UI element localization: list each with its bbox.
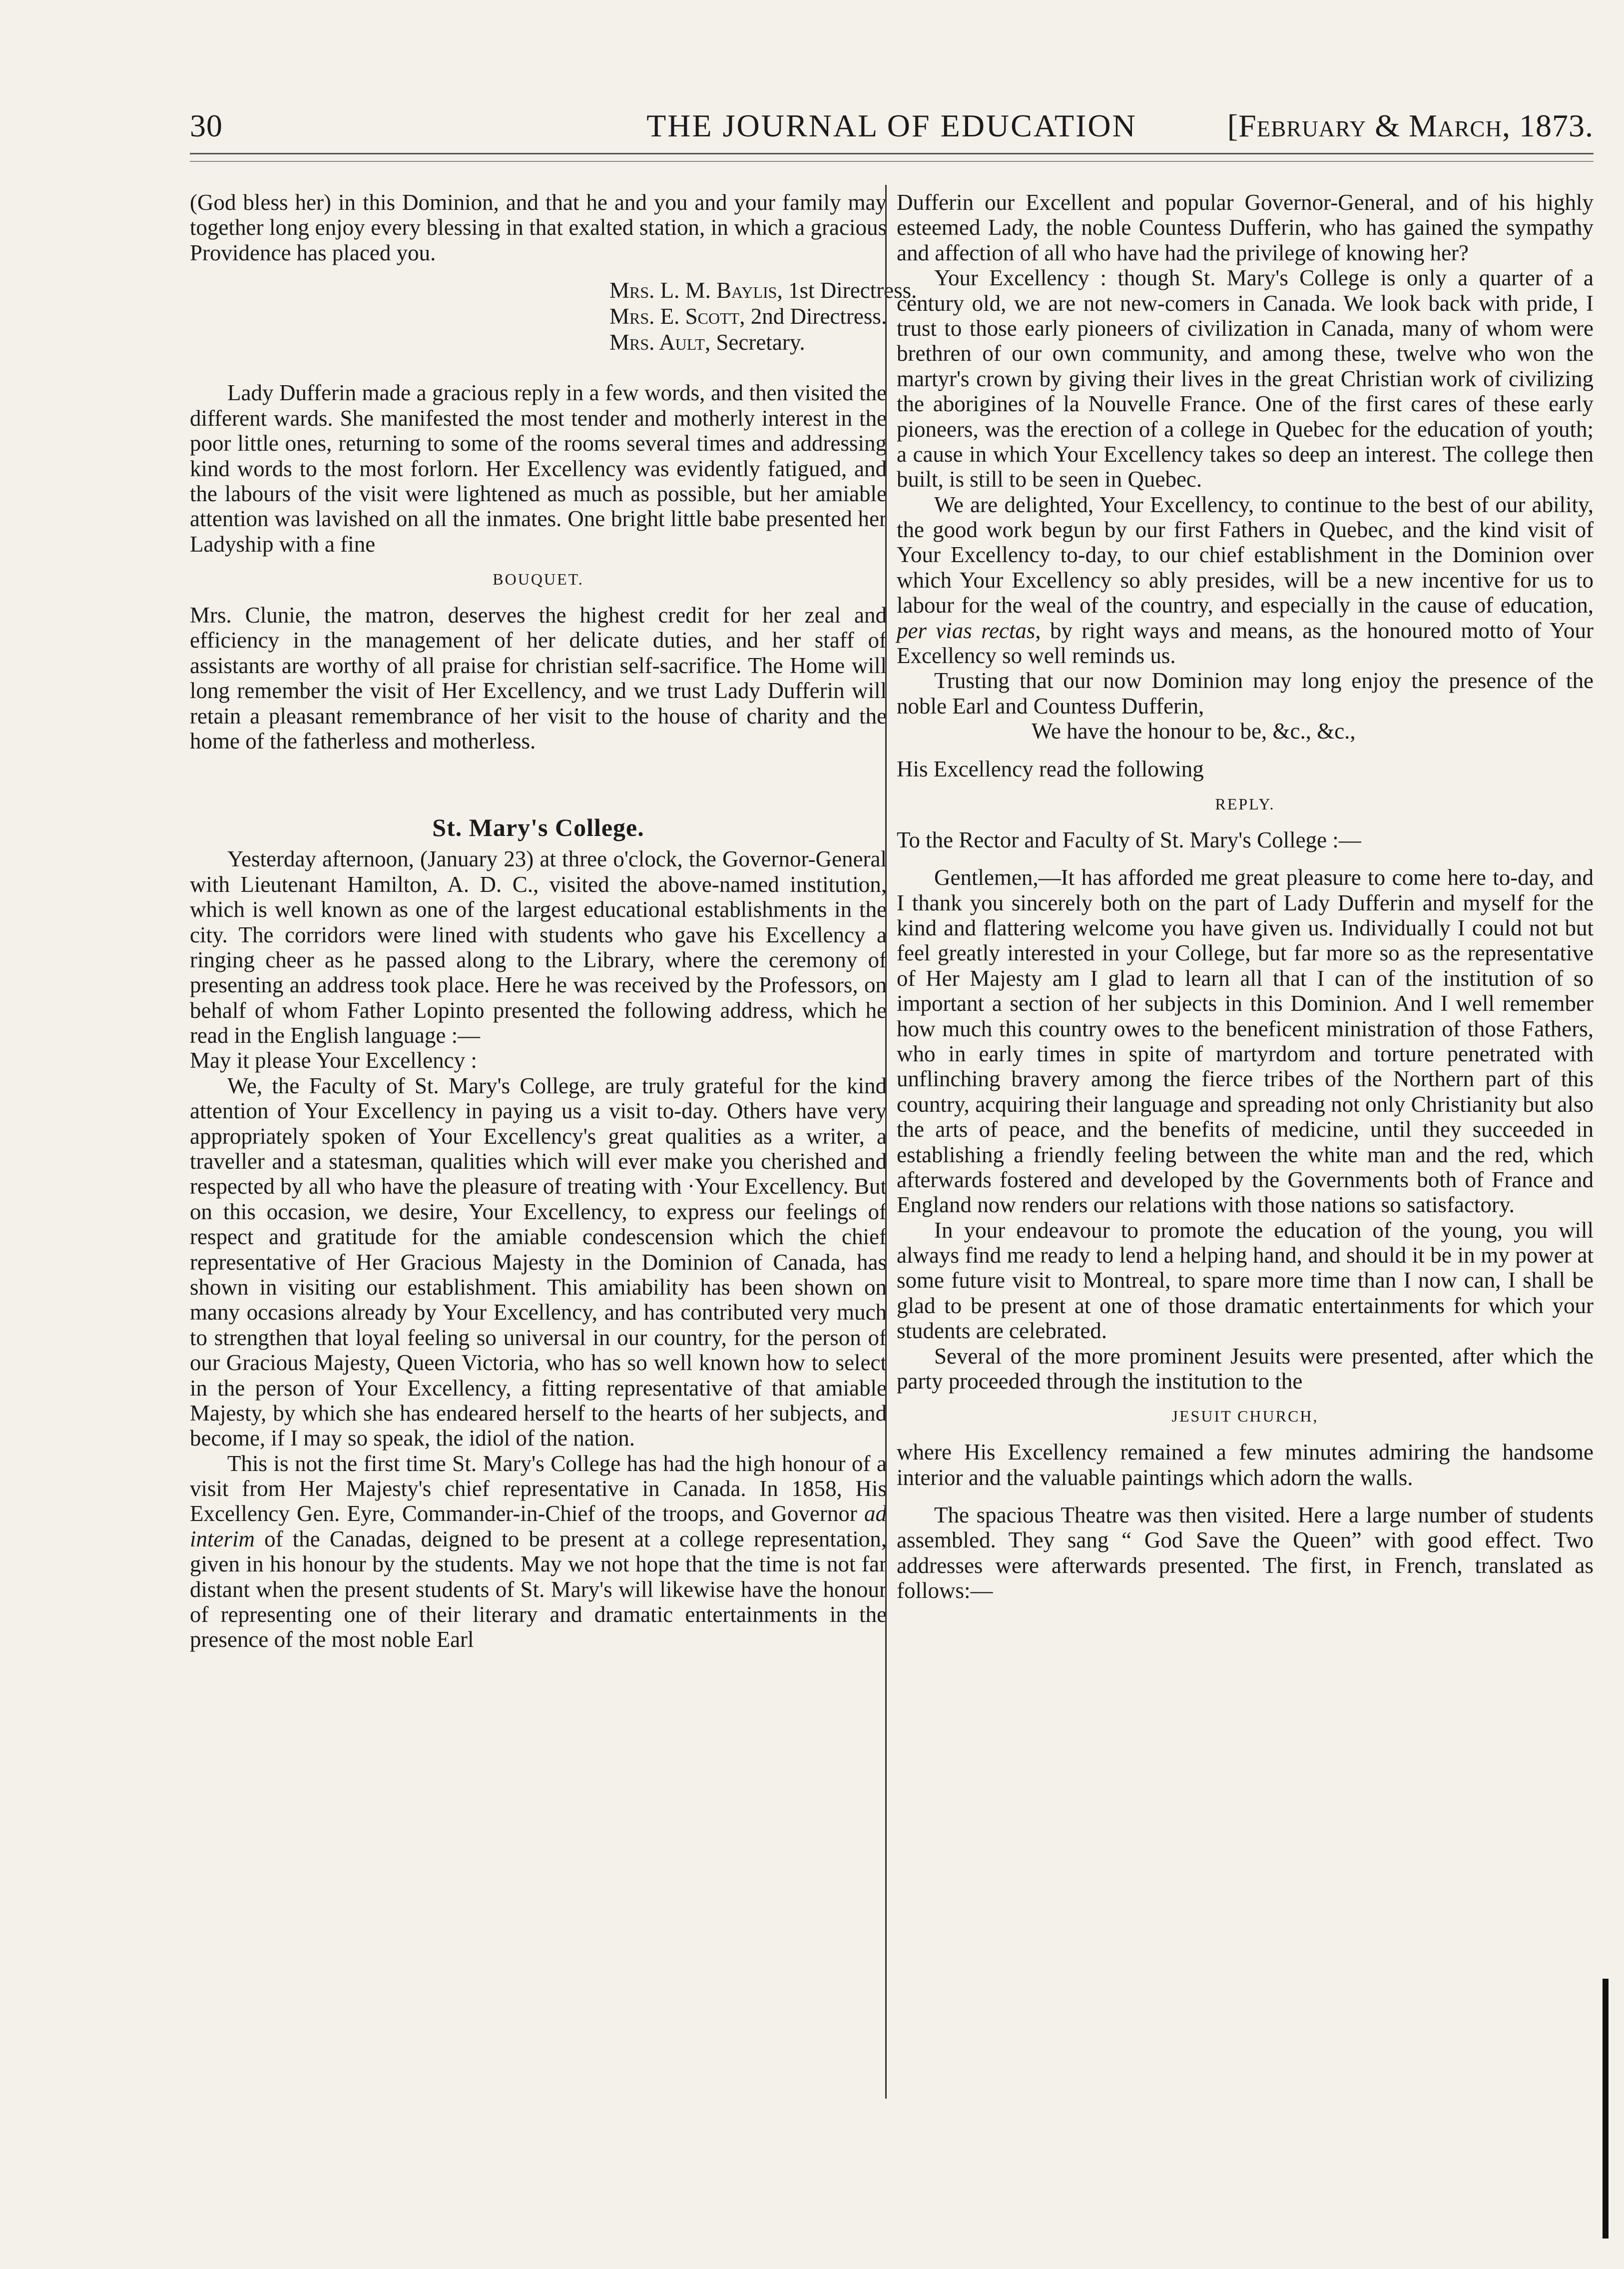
paragraph: where His Excellency remained a few minutes admiring the handsome interior and the valuable paintings which adorn the walls. <box>897 1440 1594 1490</box>
closing-line: We have the honour to be, &c., &c., <box>1032 719 1356 744</box>
left-column <box>190 190 917 1652</box>
salutation: May it please Your Excellency : <box>190 1048 477 1073</box>
paragraph: (God bless her) in this Dominion, and that he and you and your family may together long enjoy every blessing in that exalted station, in which a gracious Providence has placed you. <box>190 190 887 265</box>
right-column <box>897 190 1594 1603</box>
section-heading-church: JESUIT CHURCH, <box>1171 1407 1319 1426</box>
issue-date: [February & March, 1873. <box>1227 108 1594 143</box>
signature-line: Mrs. L. M. Baylis, 1st Directress. <box>609 278 917 303</box>
paragraph: Your Excellency : though St. Mary's College is only a quarter of a century old, we are not new-comers in Canada. We look back with pride, I trust to those early pioneers of civilization in Canada, many of whom were brethren of our own community, and among these, twelve who won the martyr's crown by giving their lives in the great Christian work of civilizing the aborigines of la Nouvelle France. One of the first cares of these early pioneers, was the erection of a college in Quebec for the education of youth; a cause in which Your Excellency takes so deep an interest. The college then built, is still to be seen in Quebec. <box>897 265 1594 492</box>
section-heading-bouquet: BOUQUET. <box>493 570 584 589</box>
paragraph: Lady Dufferin made a gracious reply in a few words, and then visited the different wards. She manifested the most tender and motherly interest in the poor little ones, returning to some of the rooms several times and addressing kind words to the most forlorn. Her Excellency was evidently fatigued, and the labours of the visit were lightened as much as possible, but her amiable attention was lavished on all the inmates. One bright little babe presented her Ladyship with a fine <box>190 380 887 557</box>
paragraph: We are delighted, Your Excellency, to continue to the best of our ability, the good work begun by our first Fathers in Quebec, and the kind visit of Your Excellency to-day, to our chief establishment in the Dominion over which Your Excellency so ably presides, will be a new incentive for us to labour for the weal of the country, and especially in the cause of education, per vias rectas, by right ways and means, as the honoured motto of Your Excellency so well reminds us. <box>897 492 1594 669</box>
paragraph: In your endeavour to promote the education of the young, you will always find me ready to lend a helping hand, and should it be in my power at some future visit to Montreal, to spare more time than I now can, I shall be glad to be present at one of those dramatic entertainments for which your students are celebrated. <box>897 1217 1594 1344</box>
signature-line: Mrs. E. Scott, 2nd Directress. <box>609 303 887 329</box>
addressee: To the Rector and Faculty of St. Mary's College :— <box>897 827 1361 852</box>
paragraph: Mrs. Clunie, the matron, deserves the highest credit for her zeal and efficiency in the management of her delicate duties, and her staff of assistants are worthy of all praise for christian self-sacrifice. The Home will long remember the visit of Her Excellency, and we trust Lady Dufferin will retain a pleasant remembrance of her visit to the house of charity and the home of the fatherless and motherless. <box>190 602 887 754</box>
paragraph: We, the Faculty of St. Mary's College, are truly grateful for the kind attention of Your Excellency in paying us a visit to-day. Others have very appropriately spoken of Your Excellency's great qualities as a writer, a traveller and a statesman, qualities which will ever make you cherished and respected by all who have the pleasure of treating with ·Your Excellency. But on this occasion, we desire, Your Excellency, to express our feelings of respect and gratitude for the amiable condescension which the chief representative of Her Gracious Majesty in the Dominion of Canada, has shown in visiting our establishment. This amiability has been shown on many occasions already by Your Excellency, and has contributed very much to strengthen that loyal feeling so universal in our country, for the person of our Gracious Majesty, Queen Victoria, who has so well known how to select in the person of Your Excellency, a fitting representative of that amiable Majesty, by which she has endeared herself to the hearts of her subjects, and become, if I may so speak, the idiol of the nation. <box>190 1073 887 1451</box>
column-divider <box>885 185 887 2099</box>
journal-title: THE JOURNAL OF EDUCATION <box>646 108 1137 143</box>
paragraph: Gentlemen,—It has afforded me great pleasure to come here to-day, and I thank you sincerely both on the part of Lady Dufferin and myself for the kind and flattering welcome you have given us. Individually I could not but feel greatly interested in your College, but far more so as the representative of Her Majesty am I glad to learn all that I can of the institution of so important a section of her subjects in this Dominion. And I well remember how much this country owes to the beneficent ministration of those Fathers, who in early times in spite of martyrdom and torture penetrated with unflinching bravery among the fierce tribes of the Northern part of this country, acquiring their language and spreading not only Christianity but also the arts of peace, and the benefits of medicine, until they succeeded in establishing a friendly feeling between the white man and the red, which afterwards fostered and developed by the Governments both of France and England now renders our relations with those nations so satisfactory. <box>897 865 1594 1218</box>
paragraph: Yesterday afternoon, (January 23) at three o'clock, the Governor-General with Lieutenant Hamilton, A. D. C., visited the above-named institution, which is well known as one of the largest educational establishments in the city. The corridors were lined with students who gave his Excellency a ringing cheer as he passed along to the Library, where the ceremony of presenting an address took place. Here he was received by the Professors, on behalf of whom Father Lopinto presented the following address, which he read in the English language :— <box>190 846 887 1048</box>
signature-line: Mrs. Ault, Secretary. <box>609 329 805 355</box>
header-rule <box>190 153 1594 154</box>
paragraph: The spacious Theatre was then visited. Here a large number of students assembled. They sang “ God Save the Queen” with good effect. Two addresses were afterwards presented. The first, in French, translated as follows:— <box>897 1503 1594 1603</box>
paragraph: This is not the first time St. Mary's College has had the high honour of a visit from Her Majesty's chief representative in Canada. In 1858, His Excellency Gen. Eyre, Commander-in-Chief of the troops, and Governor ad interim of the Canadas, deigned to be present at a college representation, given in his honour by the students. May we not hope that the time is not far distant when the present students of St. Mary's will likewise have the honour of representing one of their literary and dramatic entertainments in the presence of the most noble Earl <box>190 1451 887 1652</box>
page-edge-shadow <box>1603 1979 1609 2239</box>
header-rule-thin <box>190 161 1594 162</box>
page-header <box>190 107 1594 152</box>
section-heading-reply: REPLY. <box>1215 794 1275 813</box>
paragraph: His Excellency read the following <box>897 756 1204 781</box>
paragraph: Dufferin our Excellent and popular Governor-General, and of his highly esteemed Lady, the noble Countess Dufferin, who has gained the sympathy and affection of all who have had the privilege of knowing her? <box>897 190 1594 265</box>
paragraph: Several of the more prominent Jesuits were presented, after which the party proceeded through the institution to the <box>897 1343 1594 1394</box>
section-heading-college: St. Mary's College. <box>432 813 644 842</box>
page-number: 30 <box>190 108 223 143</box>
paragraph: Trusting that our now Dominion may long enjoy the presence of the noble Earl and Countess Dufferin, <box>897 668 1594 719</box>
signature-block <box>609 278 917 355</box>
